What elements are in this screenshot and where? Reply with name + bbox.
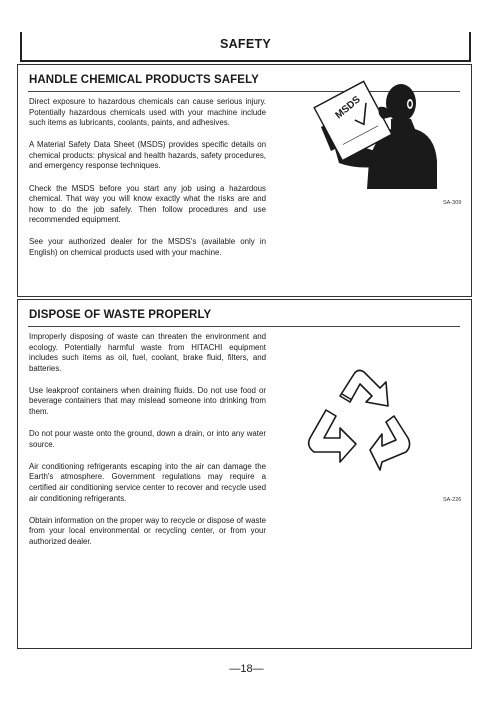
section-handle-chemicals	[17, 64, 472, 297]
page-number: —18—	[229, 663, 264, 675]
page-title: SAFETY	[219, 37, 272, 51]
section-body	[29, 332, 266, 559]
paragraph: A Material Safety Data Sheet (MSDS) provides specific details on chemical products: physical and health hazards, safety procedures, and emergency response techniques.	[29, 140, 266, 171]
paragraph: Direct exposure to hazardous chemicals can cause serious injury. Potentially hazardous chemicals used with your machine include such items as lubricants, coolants, paints, and adhesives.	[29, 97, 266, 128]
section-body	[29, 97, 266, 270]
section-title: HANDLE CHEMICAL PRODUCTS SAFELY	[29, 74, 259, 86]
paragraph: Obtain information on the proper way to recycle or dispose of waste from your local environmental or recycling center, or from your authorized dealer.	[29, 515, 266, 546]
paragraph: Check the MSDS before you start any job using a hazardous chemical. That way you will know exactly what the risks are and how to do the job safely. Then follow procedures and use recommended equipment.	[29, 183, 266, 225]
paragraph: Use leakproof containers when draining fluids. Do not use food or beverage containers that may mislead someone into drinking from them.	[29, 385, 266, 417]
msds-reader-illustration	[295, 77, 445, 189]
header-rule-bottom	[20, 60, 471, 62]
recycle-symbol-icon	[296, 366, 426, 476]
figure-code: SA-309	[443, 200, 462, 206]
paragraph: Air conditioning refrigerants escaping into the air can damage the Earth's atmosphere. Government regulations may require a certified air conditioning service center to recover and recycle used air conditioning refrigerants.	[29, 461, 266, 503]
paragraph: Improperly disposing of waste can threaten the environment and ecology. Potentially harmful waste from HITACHI equipment includes such items as oil, fuel, coolant, brake fluid, filters, and batteries.	[29, 332, 266, 373]
paragraph: Do not pour waste onto the ground, down a drain, or into any water source.	[29, 429, 266, 449]
section-title: DISPOSE OF WASTE PROPERLY	[29, 309, 212, 321]
section-dispose-waste	[17, 299, 472, 649]
section-divider	[28, 326, 460, 327]
figure-code: SA-226	[443, 497, 462, 503]
paragraph: See your authorized dealer for the MSDS's (available only in English) on chemical products used with your machine.	[29, 237, 266, 258]
msds-label: MSDS	[333, 94, 363, 122]
